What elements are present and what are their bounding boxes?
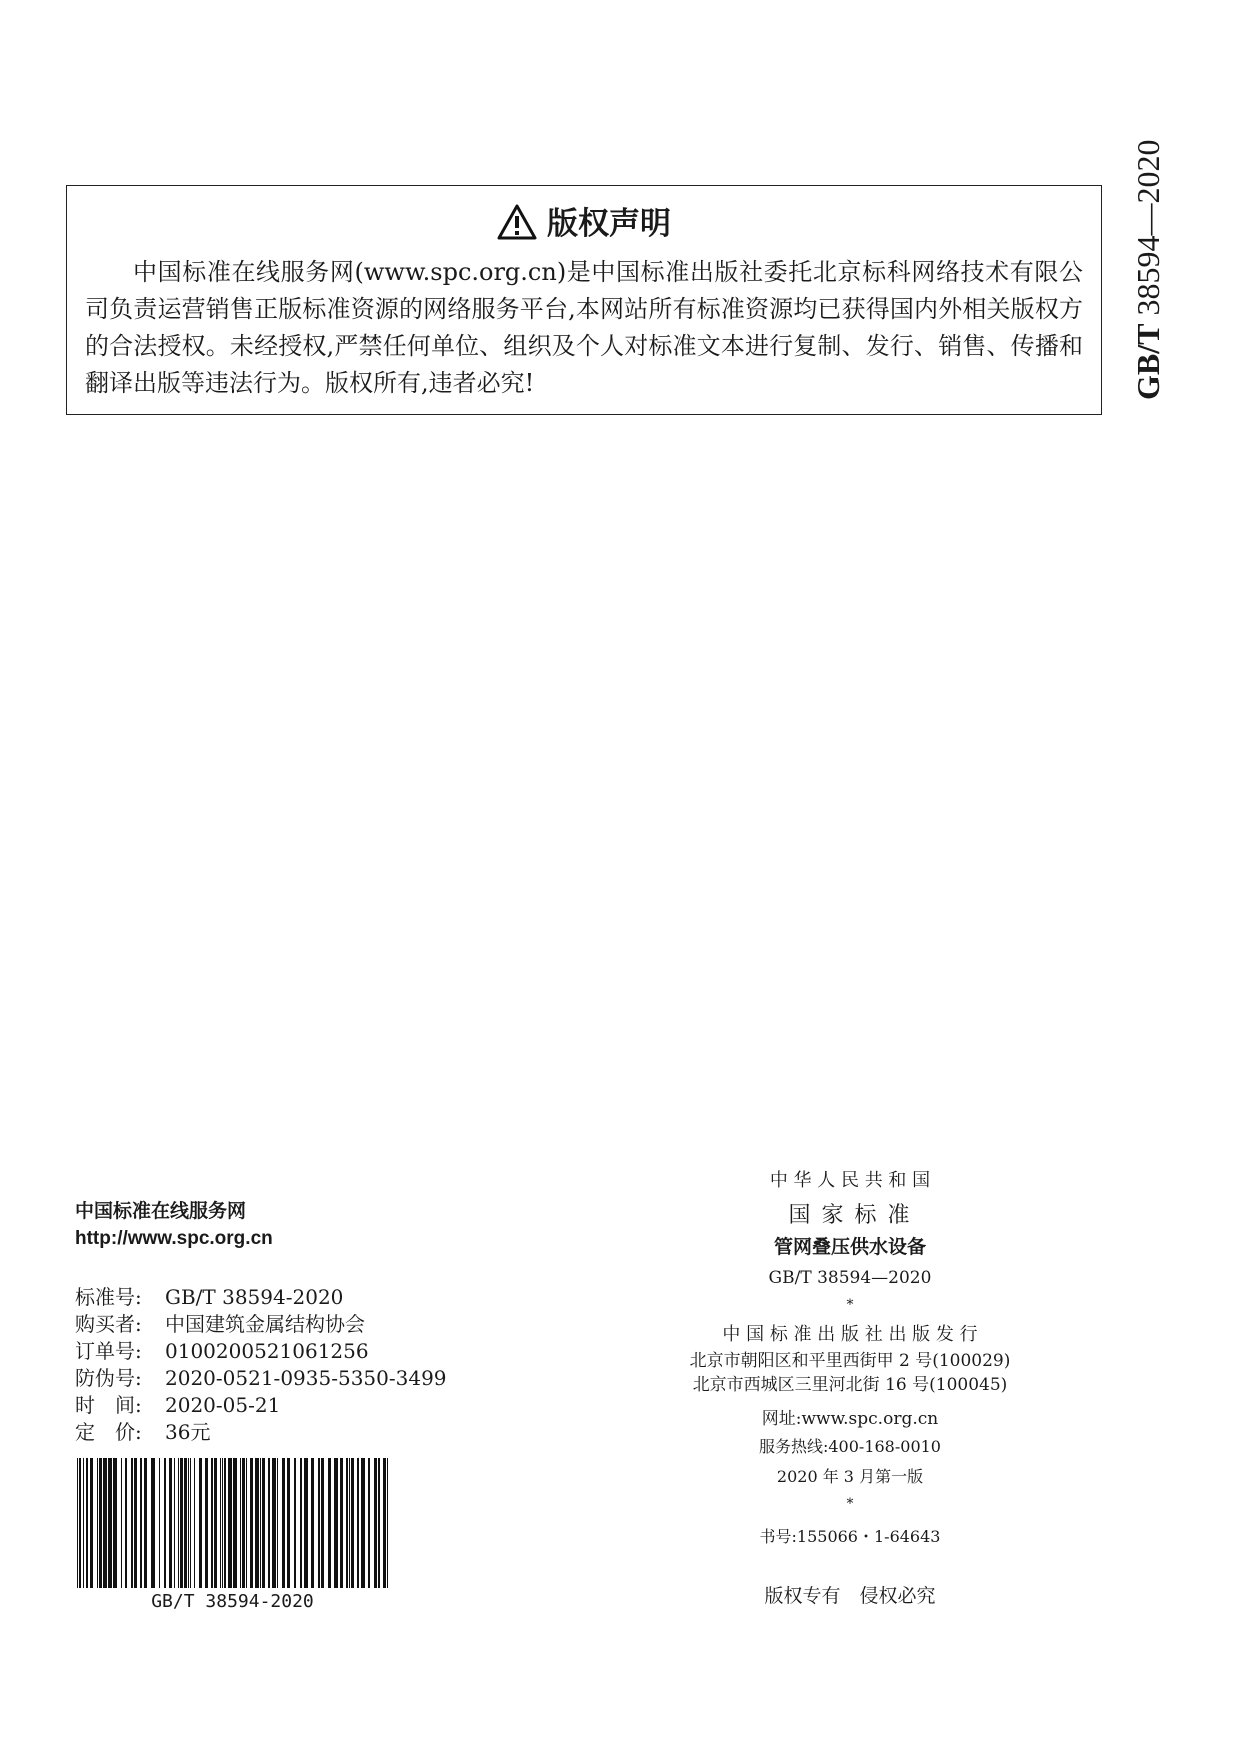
barcode-bar	[282, 1458, 285, 1588]
barcode-bar	[321, 1458, 324, 1588]
barcode-image	[75, 1458, 390, 1588]
colophon-address: 北京市西城区三里河北街 16 号(100045)	[692, 1375, 1008, 1395]
barcode-bar	[311, 1458, 314, 1588]
barcode-bar	[228, 1458, 232, 1588]
barcode-bar	[190, 1458, 191, 1588]
barcode-bar	[240, 1458, 241, 1588]
info-row	[75, 1338, 447, 1365]
info-value: 2020-05-21	[165, 1393, 281, 1417]
barcode-bar	[374, 1458, 377, 1588]
barcode-bar	[318, 1458, 320, 1588]
barcode-bar	[242, 1458, 245, 1588]
barcode-bar	[125, 1458, 127, 1588]
barcode-bar	[349, 1458, 350, 1588]
barcode-bar	[378, 1458, 380, 1588]
info-label: 标准号:	[75, 1285, 142, 1309]
barcode-bar	[184, 1458, 187, 1588]
barcode-bar	[277, 1458, 278, 1588]
barcode-bar	[387, 1458, 388, 1588]
barcode-bar	[164, 1458, 166, 1588]
barcode-bar	[214, 1458, 217, 1588]
colophon-edition: 2020 年 3 月第一版	[776, 1467, 924, 1486]
colophon-hotline: 服务热线:400-168-0010	[758, 1437, 941, 1456]
barcode-bar	[194, 1458, 195, 1588]
barcode-bar	[131, 1458, 133, 1588]
info-value: 中国建筑金属结构协会	[165, 1312, 365, 1336]
notice-heading	[67, 204, 1101, 242]
barcode-bar	[346, 1458, 348, 1588]
spine-standard-code	[1128, 139, 1168, 400]
colophon-book-number: 书号:155066・1-64643	[759, 1527, 941, 1546]
notice-body: 中国标准在线服务网(www.spc.org.cn)是中国标准出版社委托北京标科网络技术有限公司负责运营销售正版标准资源的网络服务平台,本网站所有标准资源均已获得国内外相关版权方的合法授权。未经授权,严禁任何单位、组织及个人对标准文本进行复制、发行、销售、传播和翻译出版等违法行为。版权所有,违者必究!	[85, 258, 1083, 397]
barcode-bar	[368, 1458, 370, 1588]
barcode-bar	[224, 1458, 226, 1588]
barcode-bar	[233, 1458, 237, 1588]
barcode-bar	[260, 1458, 261, 1588]
barcode-bar	[222, 1458, 223, 1588]
copyright-notice	[66, 185, 1102, 415]
info-label: 防伪号:	[75, 1366, 142, 1390]
notice-title: 版权声明	[547, 206, 671, 242]
colophon-separator: *	[846, 1297, 854, 1313]
barcode-bar	[151, 1458, 155, 1588]
barcode-bar	[86, 1458, 88, 1588]
spine-code-prefix: GB/T	[1130, 323, 1166, 400]
barcode-bar	[351, 1458, 354, 1588]
barcode-bar	[144, 1458, 147, 1588]
barcode-bar	[121, 1458, 122, 1588]
info-row	[75, 1284, 447, 1311]
service-url: http://www.spc.org.cn	[75, 1228, 273, 1249]
spine-code-number: 38594—2020	[1130, 139, 1166, 316]
info-row	[75, 1365, 447, 1392]
service-info	[75, 1198, 273, 1252]
barcode-bar	[361, 1458, 365, 1588]
barcode-bar	[174, 1458, 175, 1588]
colophon-publisher: 中 国 标 准 出 版 社 出 版 发 行	[722, 1324, 978, 1345]
barcode-bar	[340, 1458, 343, 1588]
barcode-bar	[294, 1458, 296, 1588]
info-value: 36元	[165, 1420, 211, 1444]
barcode-bar	[77, 1458, 78, 1588]
colophon-separator: *	[846, 1496, 854, 1512]
barcode-bar	[205, 1458, 208, 1588]
info-label: 定 价:	[75, 1420, 142, 1444]
barcode-bar	[272, 1458, 276, 1588]
barcode-bar	[134, 1458, 137, 1588]
barcode-bar	[199, 1458, 202, 1588]
colophon-website: 网址:www.spc.org.cn	[761, 1409, 939, 1429]
service-name: 中国标准在线服务网	[75, 1201, 247, 1222]
info-label: 订单号:	[75, 1339, 142, 1363]
colophon-rights: 版权专有 侵权必究	[764, 1585, 936, 1607]
barcode-bar	[103, 1458, 107, 1588]
info-label: 购买者:	[75, 1312, 142, 1336]
barcode-bar	[287, 1458, 290, 1588]
barcode-bar	[159, 1458, 160, 1588]
info-row	[75, 1311, 447, 1338]
barcode-bar	[180, 1458, 183, 1588]
barcode-bar	[300, 1458, 302, 1588]
barcode-block	[75, 1458, 390, 1614]
info-value: 0100200521061256	[165, 1339, 369, 1363]
barcode-bar	[220, 1458, 221, 1588]
barcode-bar	[304, 1458, 308, 1588]
barcode-bar	[113, 1458, 117, 1588]
info-value: GB/T 38594-2020	[165, 1285, 344, 1309]
warning-icon	[497, 204, 537, 240]
barcode-bar	[357, 1458, 359, 1588]
barcode-bar	[178, 1458, 179, 1588]
info-row	[75, 1419, 447, 1446]
barcode-bar	[246, 1458, 247, 1588]
barcode-bar	[90, 1458, 93, 1588]
barcode-bar	[262, 1458, 265, 1588]
info-row	[75, 1392, 447, 1419]
purchase-info	[75, 1284, 447, 1446]
colophon-code: GB/T 38594—2020	[768, 1268, 932, 1288]
barcode-bar	[108, 1458, 112, 1588]
barcode-bar	[99, 1458, 102, 1588]
barcode-bar	[169, 1458, 172, 1588]
colophon-country: 中 华 人 民 共 和 国	[769, 1170, 931, 1191]
barcode-bar	[383, 1458, 386, 1588]
barcode-bar	[188, 1458, 189, 1588]
colophon-title: 管网叠压供水设备	[773, 1236, 926, 1258]
barcode-bar	[255, 1458, 259, 1588]
barcode-text: GB/T 38594-2020	[151, 1591, 314, 1612]
barcode-bar	[140, 1458, 142, 1588]
barcode-bar	[268, 1458, 270, 1588]
barcode-bar	[83, 1458, 84, 1588]
barcode-bar	[79, 1458, 81, 1588]
barcode-bar	[250, 1458, 253, 1588]
barcode-bar	[328, 1458, 331, 1588]
colophon-address: 北京市朝阳区和平里西街甲 2 号(100029)	[689, 1351, 1011, 1371]
barcode-bar	[97, 1458, 98, 1588]
info-value: 2020-0521-0935-5350-3499	[165, 1366, 447, 1390]
colophon-type: 国 家 标 准	[788, 1203, 912, 1228]
barcode-bar	[334, 1458, 338, 1588]
info-label: 时 间:	[75, 1393, 142, 1417]
barcode-bar	[211, 1458, 213, 1588]
